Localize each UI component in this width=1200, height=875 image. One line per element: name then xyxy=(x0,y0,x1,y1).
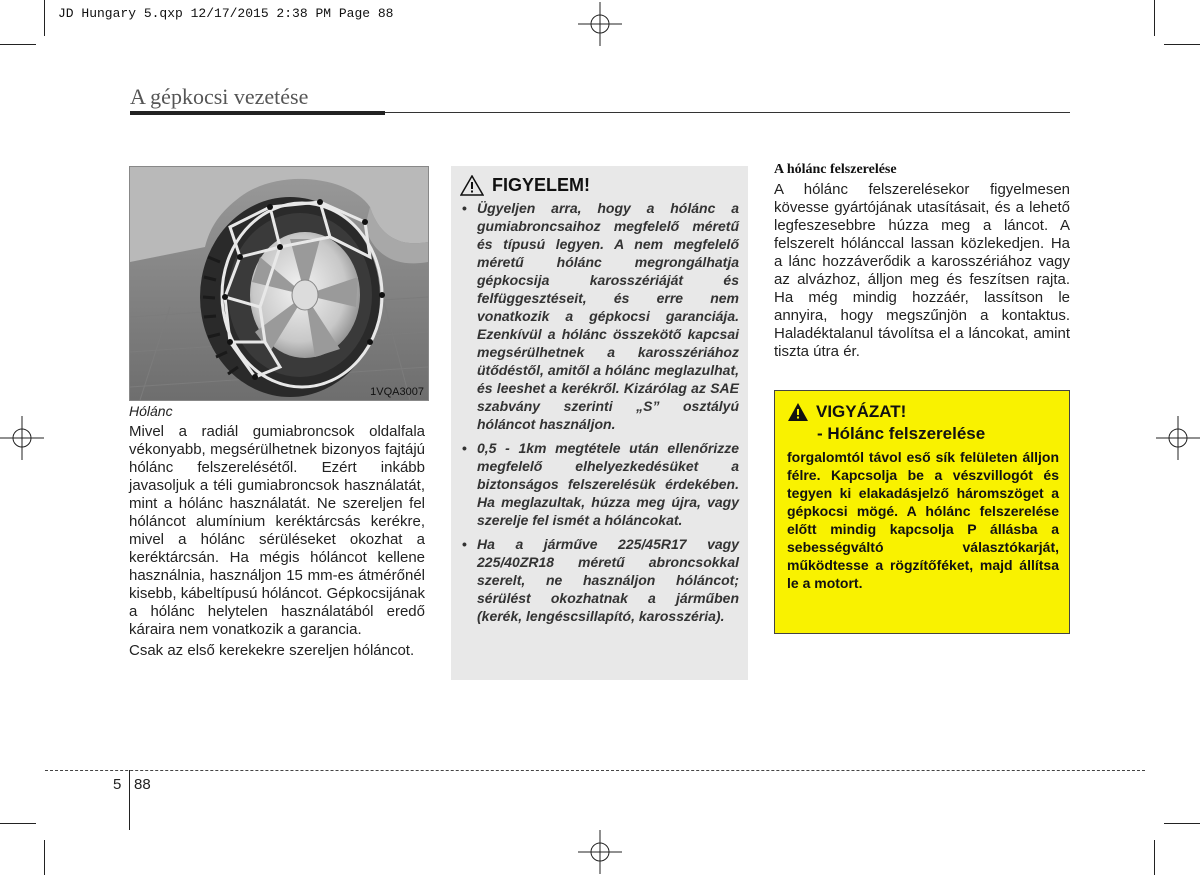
crop-mark-bottom-right-v xyxy=(1154,840,1155,875)
registration-mark-bottom xyxy=(578,830,622,874)
caution-triangle-icon xyxy=(787,402,809,422)
caution-box xyxy=(774,390,1070,634)
warning-triangle-icon xyxy=(460,175,484,196)
footer-rule xyxy=(45,770,1145,771)
warning-item: • Ügyeljen arra, hogy a hólánc a gumiabroncsaihoz megfelelő méretű és típusú legyen. A nem megfelelő méretű hólánc megrongálhatja gépkocsija karosszériáját és felfüggesztéseit, és erre nem vonatkozik a gépkocsi garanciája. Ezenkívül a hólánc összekötő kapcsai megsérülhetnek a karosszériához ütődéstől, amitől a hólánc meglazulhat, és leeshet a kerékről. Kizárólag az SAE szabvány szerinti „S” osztályú hóláncot használjon. xyxy=(462,200,739,432)
page-number-divider xyxy=(129,770,130,830)
chapter-number: 5 xyxy=(113,776,122,793)
caution-title: VIGYÁZAT! xyxy=(816,402,907,421)
section-title: A gépkocsi vezetése xyxy=(130,84,309,109)
registration-mark-left xyxy=(0,416,44,460)
bullet: • xyxy=(462,536,467,552)
warning-title: FIGYELEM! xyxy=(492,175,590,195)
caution-subtitle: - Hólánc felszerelése xyxy=(817,424,986,443)
warning-list xyxy=(460,199,739,625)
right-column-heading: A hólánc felszerelése xyxy=(774,162,897,177)
warning-header xyxy=(460,175,739,196)
bullet: • xyxy=(462,200,467,216)
registration-mark-right xyxy=(1156,416,1200,460)
caution-text: forgalomtól távol eső sík felületen álljon félre. Kapcsolja be a vészvillogót és tegyen ki elakadásjelző háromszöget a gépkocsi mögé. A hólánc felszerelése előtt mindig kapcsolja P állásba a sebességváltó választókarját, működtesse a rögzítőféket, majd állítsa le a motort. xyxy=(787,449,1059,591)
right-column-text: A hólánc felszerelésekor figyelmesen kövesse gyártójának utasításait, és a lehető legfeszesebbre húzza meg a láncot. A felszerelt hólánccal lassan közlekedjen. Ha a lánc hozzáverődik a karosszériához vagy az alvázhoz, álljon meg és feszítsen rajta. Ha még mindig hozzáér, lassítson le annyira, hogy megszűnjön a kontaktus. Haladéktalanul távolítsa el a láncokat, amint tiszta útra ér. xyxy=(774,181,1070,360)
left-column-text xyxy=(129,423,425,663)
registration-mark-top xyxy=(578,2,622,46)
crop-mark-top-left-h xyxy=(0,44,36,45)
crop-mark-top-right-h xyxy=(1164,44,1200,45)
snow-chain-photo xyxy=(129,166,429,401)
image-caption: Hólánc xyxy=(129,403,173,419)
paragraph: Mivel a radiál gumiabroncsok oldalfala vékonyabb, megsérülhetnek bizonyos fajtájú hólánc felszerelésétől. Ezért inkább javasoljuk a téli gumiabroncsok használatát, mint a hólánc használatát. Ne szereljen fel hóláncot alumínium keréktárcsás kerékre, mivel a hólánc sérüléseket okozhat a keréktárcsán. Ha mégis hóláncot kellene használnia, használjon 15 mm-es átmérőnél kisebb, kábeltípusú hóláncot. Gépkocsijának a hólánc helytelen használatából eredő káraira nem vonatkozik a garancia. xyxy=(129,423,426,638)
paragraph: Csak az első kerekekre szereljen hóláncot. xyxy=(129,642,415,659)
warning-item: • 0,5 - 1km megtétele után ellenőrizze megfelelő elhelyezkedésüket a biztonságos felszerelésük érdekében. Ha meglazultak, húzza meg újra, vagy szerelje fel ismét a hóláncokat. xyxy=(462,440,739,528)
snow-chain-illustration xyxy=(130,167,428,400)
title-rule-accent xyxy=(130,111,385,115)
crop-mark-top-right-v xyxy=(1154,0,1155,36)
caution-header xyxy=(787,402,1059,422)
crop-mark-bottom-right-h xyxy=(1164,823,1200,824)
page-number: 88 xyxy=(134,776,151,793)
image-code: 1VQA3007 xyxy=(370,386,424,398)
print-slug: JD Hungary 5.qxp 12/17/2015 2:38 PM Page 88 xyxy=(58,6,394,21)
warning-item: • Ha a járműve 225/45R17 vagy 225/40ZR18 méretű abroncsokkal szerelt, ne használjon hóláncot; sérülést okozhatnak a járműben (kerék, lengéscsillapító, karosszéria). xyxy=(462,536,739,624)
warning-box xyxy=(451,166,748,680)
crop-mark-top-left-v xyxy=(44,0,45,36)
bullet: • xyxy=(462,440,467,456)
crop-mark-bottom-left-v xyxy=(44,840,45,875)
crop-mark-bottom-left-h xyxy=(0,823,36,824)
